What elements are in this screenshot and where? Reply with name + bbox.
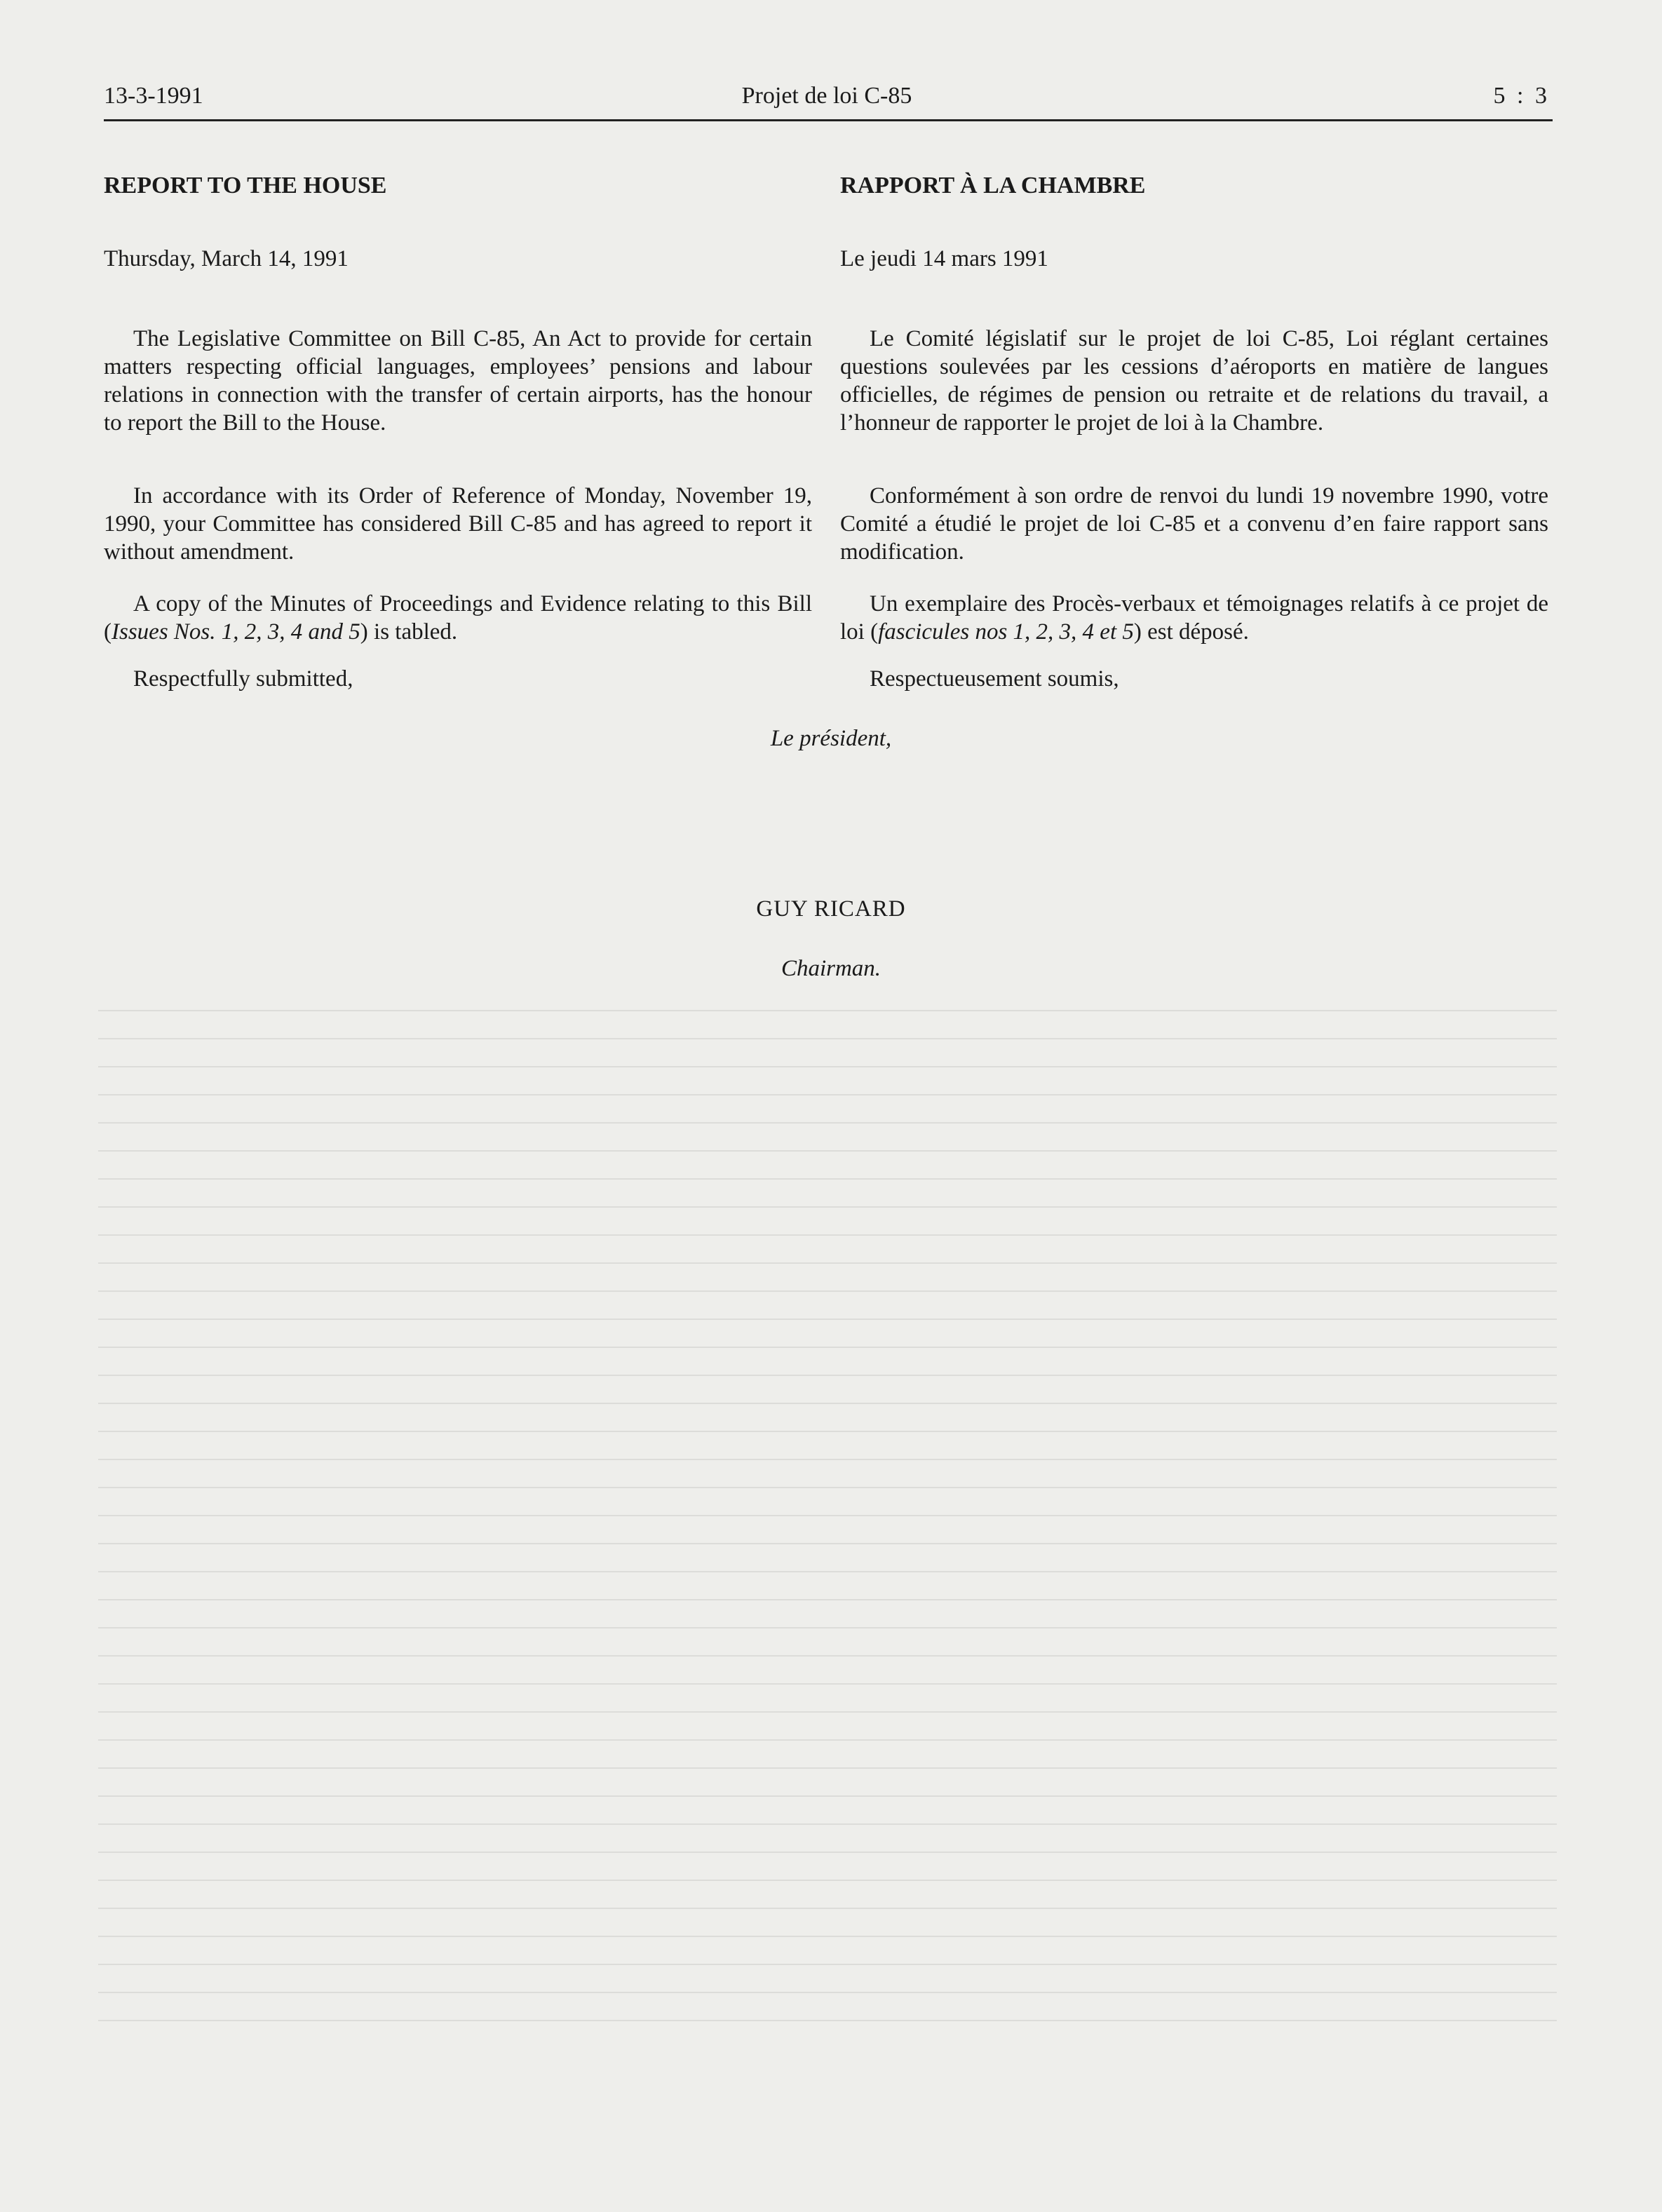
french-issues-ref: fascicules nos 1, 2, 3, 4 et 5 <box>878 619 1134 645</box>
french-closing: Respectueusement soumis, <box>870 666 1119 692</box>
english-column <box>104 172 812 692</box>
show-through-background <box>98 1010 1557 2027</box>
english-heading: REPORT TO THE HOUSE <box>104 173 387 198</box>
english-closing: Respectfully submitted, <box>133 666 353 692</box>
english-paragraph-3 <box>104 590 812 646</box>
english-paragraph-3-suffix: ) is tabled. <box>360 619 458 645</box>
header-title: Projet de loi C-85 <box>741 83 912 109</box>
french-paragraph-1: Le Comité législatif sur le projet de loi C-85, Loi réglant certaines questions soulevées par les cessions d’aéroports en matière de langues officielles, de régimes de pension ou retraite et de relations du travail, a l’honneur de rapporter le projet de loi à la Chambre. <box>840 326 1548 436</box>
english-paragraph-3-prefix: A copy of the Minutes of Proceedings and Evidence relating to this Bill ( <box>104 591 812 645</box>
french-paragraph-2: Conformément à son ordre de renvoi du lundi 19 novembre 1990, votre Comité a étudié le projet de loi C-85 et a convenu d’en faire rapport sans modification. <box>840 483 1548 565</box>
signature-name: GUY RICARD <box>756 896 906 922</box>
header-rule <box>104 119 1553 121</box>
header-page-number: 5 : 3 <box>1493 83 1550 109</box>
signature-title-en: Chairman. <box>781 956 881 981</box>
english-paragraph-1: The Legislative Committee on Bill C-85, An Act to provide for certain matters respecting official languages, employees’ pensions and labour relations in connection with the transfer of certain airports, has the honour to report the Bill to the House. <box>104 326 812 436</box>
english-issues-ref: Issues Nos. 1, 2, 3, 4 and 5 <box>112 619 360 645</box>
french-date: Le jeudi 14 mars 1991 <box>840 246 1048 271</box>
french-paragraph-3-suffix: ) est déposé. <box>1133 619 1249 645</box>
english-paragraph-2: In accordance with its Order of Reference of Monday, November 19, 1990, your Committee has considered Bill C-85 and has agreed to report it without amendment. <box>104 483 812 565</box>
header-date: 13-3-1991 <box>104 83 203 109</box>
french-heading: RAPPORT À LA CHAMBRE <box>840 173 1146 198</box>
french-paragraph-3 <box>840 590 1548 646</box>
french-paragraph-3-prefix: Un exemplaire des Procès-verbaux et témoignages relatifs à ce projet de loi ( <box>840 591 1548 645</box>
signature-title-fr: Le président, <box>770 726 892 751</box>
page-header <box>104 83 1550 122</box>
english-date: Thursday, March 14, 1991 <box>104 246 349 271</box>
french-column <box>840 172 1548 692</box>
